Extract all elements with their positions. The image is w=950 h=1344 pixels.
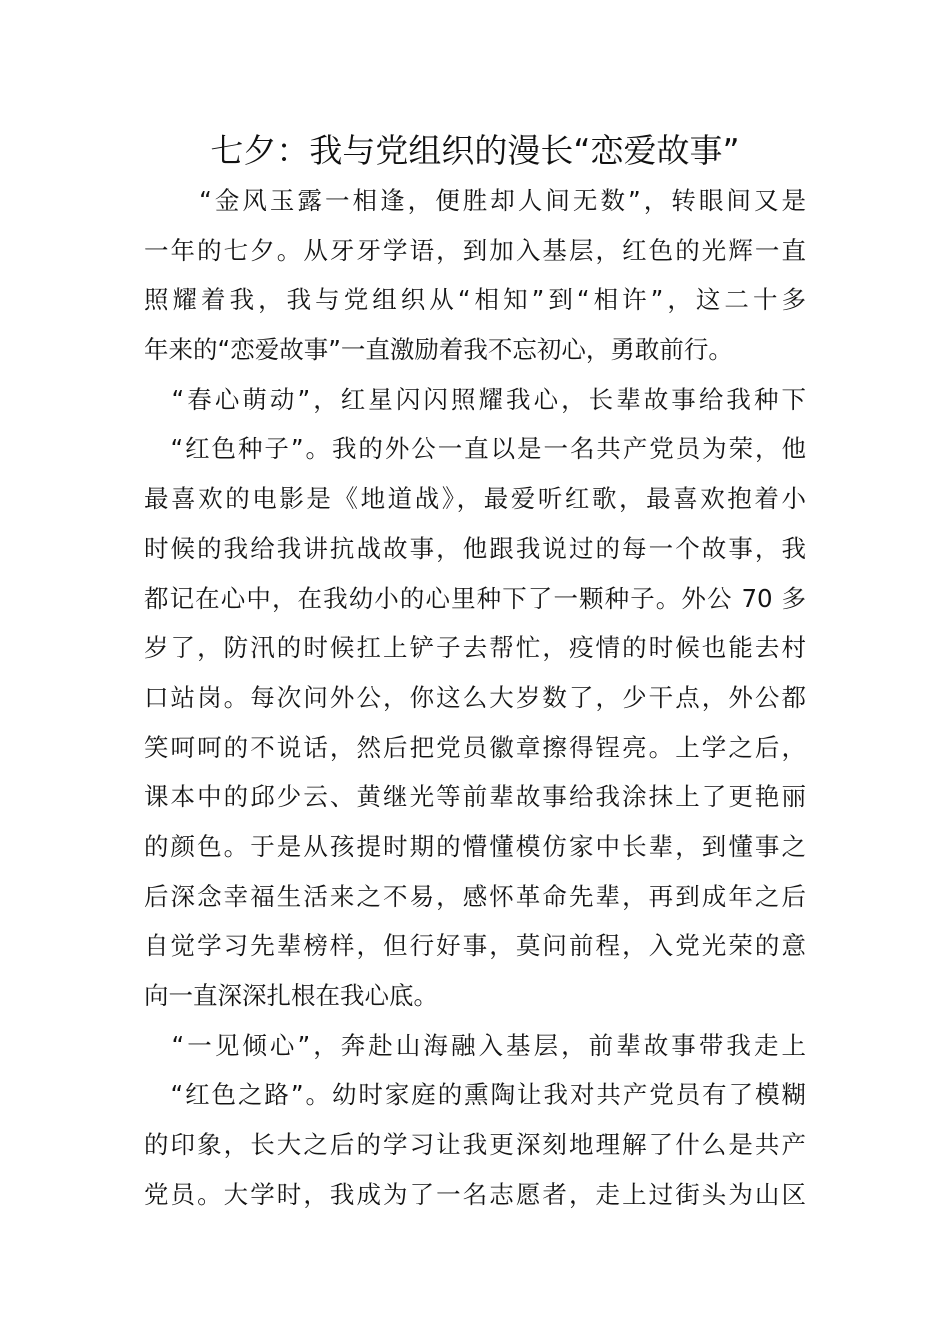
- text-line: “一见倾心”，奔赴山海融入基层，前辈故事带我走上: [144, 1030, 806, 1060]
- text-line: 岁了，防汛的时候扛上铲子去帮忙，疫情的时候也能去村: [144, 633, 806, 663]
- text-line: 的颜色。于是从孩提时期的懵懂模仿家中长辈，到懂事之: [144, 831, 806, 861]
- text-line: 后深念幸福生活来之不易，感怀革命先辈，再到成年之后: [144, 881, 806, 911]
- paragraph-spring-heart: [144, 375, 806, 1021]
- text-line: “金风玉露一相逢，便胜却人间无数”，转眼间又是: [144, 186, 806, 215]
- paragraph-intro: [144, 176, 806, 375]
- text-line: 照耀着我，我与党组织从“相知”到“相许”，这二十多: [144, 285, 806, 315]
- text-line: “红色之路”。幼时家庭的熏陶让我对共产党员有了模糊: [144, 1080, 806, 1110]
- paragraph-first-sight: [144, 1021, 806, 1220]
- text-line: 的印象，长大之后的学习让我更深刻地理解了什么是共产: [144, 1130, 806, 1160]
- document-title: 七夕：我与党组织的漫长“恋爱故事”: [210, 131, 740, 170]
- text-line: 党员。大学时，我成为了一名志愿者，走上过街头为山区: [144, 1179, 806, 1209]
- text-line: 自觉学习先辈榜样，但行好事，莫问前程，入党光荣的意: [144, 931, 806, 961]
- text-line: 一年的七夕。从牙牙学语，到加入基层，红色的光辉一直: [144, 235, 806, 265]
- text-line: 最喜欢的电影是《地道战》，最爱听红歌，最喜欢抱着小: [144, 484, 806, 514]
- text-line: 向一直深深扎根在我心底。: [144, 981, 438, 1010]
- text-line: “春心萌动”，红星闪闪照耀我心，长辈故事给我种下: [144, 384, 806, 414]
- text-line: 年来的“恋爱故事”一直激励着我不忘初心，勇敢前行。: [144, 335, 733, 365]
- text-line: 笑呵呵的不说话，然后把党员徽章擦得锃亮。上学之后，: [144, 732, 806, 762]
- text-line: “红色种子”。我的外公一直以是一名共产党员为荣，他: [144, 434, 806, 464]
- text-line: 都记在心中，在我幼小的心里种下了一颗种子。外公 70 多: [144, 583, 806, 613]
- text-line: 课本中的邱少云、黄继光等前辈故事给我涂抹上了更艳丽: [144, 782, 806, 812]
- text-line: 时候的我给我讲抗战故事，他跟我说过的每一个故事，我: [144, 533, 806, 563]
- text-line: 口站岗。每次问外公，你这么大岁数了，少干点，外公都: [144, 682, 806, 712]
- document-body: [144, 176, 806, 1219]
